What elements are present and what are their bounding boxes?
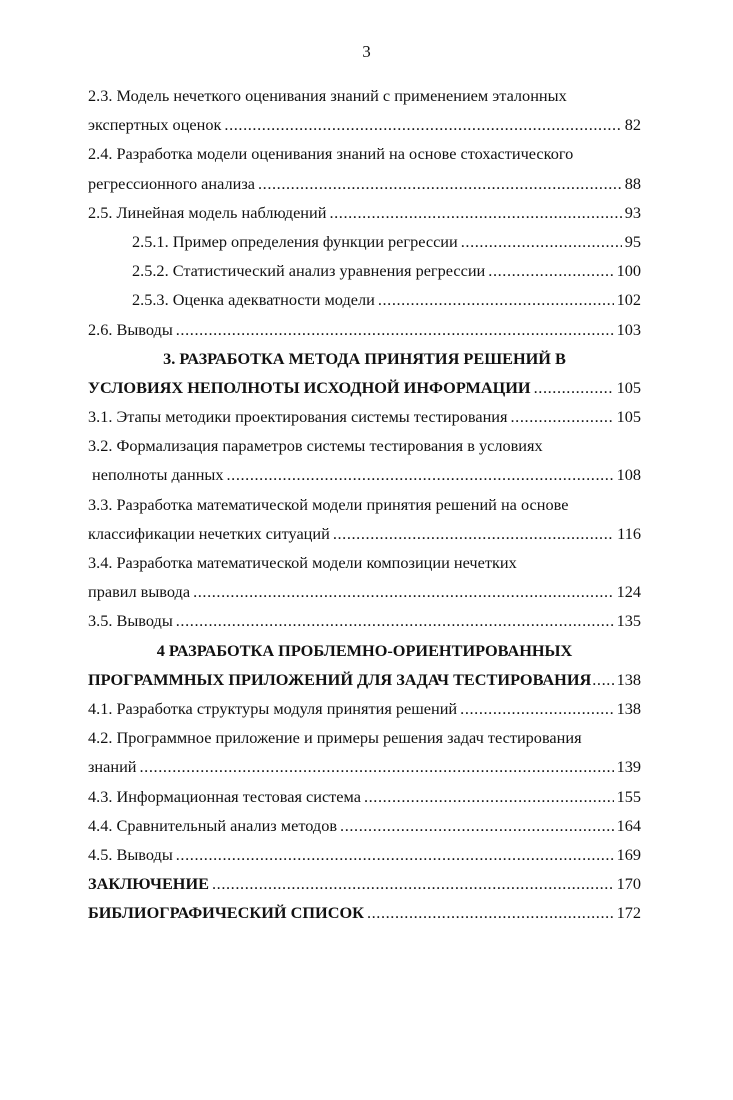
toc-chapter-title: УСЛОВИЯХ НЕПОЛНОТЫ ИСХОДНОЙ ИНФОРМАЦИИ bbox=[88, 377, 531, 397]
dot-leader bbox=[193, 577, 614, 606]
dot-leader bbox=[176, 840, 614, 869]
toc-entry-bibliography[interactable] bbox=[88, 898, 641, 927]
toc-entry-3-4-line1[interactable]: 3.4. Разработка математической модели композиции нечетких bbox=[88, 553, 517, 572]
toc-page-number: 100 bbox=[616, 261, 641, 281]
toc-entry-title: 4.5. Выводы bbox=[88, 844, 173, 864]
dot-leader bbox=[461, 227, 622, 256]
toc-entry-2-3-line1[interactable]: 2.3. Модель нечеткого оценивания знаний с применением эталонных bbox=[88, 86, 567, 105]
toc-entry-3-4[interactable] bbox=[88, 577, 641, 606]
toc-page-number: 102 bbox=[616, 290, 641, 310]
toc-page-number: 105 bbox=[616, 377, 641, 397]
toc-entry-conclusion[interactable] bbox=[88, 869, 641, 898]
toc-entry-2-5-1[interactable] bbox=[88, 227, 641, 256]
toc-page-number: 170 bbox=[616, 874, 641, 894]
toc-page-number: 88 bbox=[624, 173, 641, 193]
toc-entry-title: неполноты данных bbox=[92, 465, 224, 485]
dot-leader bbox=[176, 606, 614, 635]
dot-leader bbox=[460, 694, 613, 723]
dot-leader bbox=[378, 285, 614, 314]
toc-entry-2-4[interactable] bbox=[88, 169, 641, 198]
toc-entry-title: 2.5.2. Статистический анализ уравнения регрессии bbox=[132, 261, 486, 281]
toc-entry-title: 3.1. Этапы методики проектирования системы тестирования bbox=[88, 407, 508, 427]
toc-entry-2-5-3[interactable] bbox=[88, 285, 641, 314]
toc-page-number: 108 bbox=[616, 465, 641, 485]
toc-entry-title: 2.5.3. Оценка адекватности модели bbox=[132, 290, 375, 310]
dot-leader bbox=[592, 665, 615, 694]
toc-entry-title: регрессионного анализа bbox=[88, 173, 255, 193]
toc-entry-3-2[interactable] bbox=[88, 460, 641, 489]
toc-entry-3-2-line1[interactable]: 3.2. Формализация параметров системы тестирования в условиях bbox=[88, 436, 543, 456]
toc-entry-title: классификации нечетких ситуаций bbox=[88, 523, 330, 543]
dot-leader bbox=[367, 898, 614, 927]
toc-page-number: 139 bbox=[616, 757, 641, 777]
toc-page-number: 172 bbox=[616, 903, 641, 923]
toc-entry-4-3[interactable] bbox=[88, 782, 641, 811]
dot-leader bbox=[488, 256, 613, 285]
dot-leader bbox=[224, 110, 621, 139]
toc-entry-4-2-line1[interactable]: 4.2. Программное приложение и примеры решения задач тестирования bbox=[88, 728, 582, 748]
toc-entry-title: 2.6. Выводы bbox=[88, 319, 173, 339]
toc-entry-4-4[interactable] bbox=[88, 811, 641, 840]
toc-page-number: 105 bbox=[616, 407, 641, 427]
toc-entry-title: БИБЛИОГРАФИЧЕСКИЙ СПИСОК bbox=[88, 903, 364, 923]
dot-leader bbox=[333, 519, 614, 548]
toc-entry-2-5[interactable] bbox=[88, 198, 641, 227]
page-number: 3 bbox=[362, 42, 371, 61]
toc-entry-3-3-line1[interactable]: 3.3. Разработка математической модели принятия решений на основе bbox=[88, 494, 569, 514]
toc-entry-2-4-line1[interactable]: 2.4. Разработка модели оценивания знаний на основе стохастического bbox=[88, 144, 574, 164]
toc-page-number: 82 bbox=[624, 115, 641, 135]
toc-entry-2-6[interactable] bbox=[88, 315, 641, 344]
toc-entry-title: 4.4. Сравнительный анализ методов bbox=[88, 815, 338, 835]
toc-entry-title: экспертных оценок bbox=[88, 115, 222, 135]
toc-page-number: 124 bbox=[616, 582, 641, 602]
toc-entry-2-5-2[interactable] bbox=[88, 256, 641, 285]
toc-entry-title: 2.5.1. Пример определения функции регрессии bbox=[132, 231, 458, 251]
toc-page-number: 93 bbox=[624, 202, 641, 222]
toc-entry-4-1[interactable] bbox=[88, 694, 641, 723]
toc-entry-title: 2.5. Линейная модель наблюдений bbox=[88, 202, 327, 222]
dot-leader bbox=[364, 782, 614, 811]
dot-leader bbox=[511, 402, 614, 431]
dot-leader bbox=[212, 869, 614, 898]
table-of-contents bbox=[88, 81, 641, 927]
toc-page-number: 169 bbox=[616, 844, 641, 864]
toc-entry-title: правил вывода bbox=[88, 582, 191, 602]
toc-entry-3-5[interactable] bbox=[88, 606, 641, 635]
toc-entry-title: 3.5. Выводы bbox=[88, 611, 173, 631]
dot-leader bbox=[534, 373, 614, 402]
toc-page-number: 103 bbox=[616, 319, 641, 339]
toc-entry-4-2[interactable] bbox=[88, 752, 641, 781]
toc-page-number: 116 bbox=[617, 523, 641, 543]
toc-chapter-3[interactable] bbox=[88, 373, 641, 402]
toc-page-number: 164 bbox=[616, 815, 641, 835]
toc-page-number: 155 bbox=[616, 786, 641, 806]
toc-entry-title: 4.3. Информационная тестовая система bbox=[88, 786, 361, 806]
toc-page-number: 138 bbox=[616, 669, 641, 689]
toc-chapter-title: ПРОГРАММНЫХ ПРИЛОЖЕНИЙ ДЛЯ ЗАДАЧ ТЕСТИРОВАНИЯ bbox=[88, 669, 592, 689]
toc-page-number: 135 bbox=[616, 611, 641, 631]
toc-entry-3-1[interactable] bbox=[88, 402, 641, 431]
toc-chapter-4[interactable] bbox=[88, 665, 641, 694]
toc-chapter-4-line1[interactable]: 4 РАЗРАБОТКА ПРОБЛЕМНО-ОРИЕНТИРОВАННЫХ bbox=[156, 640, 573, 660]
toc-page-number: 138 bbox=[616, 698, 641, 718]
toc-entry-3-3[interactable] bbox=[88, 519, 641, 548]
dot-leader bbox=[340, 811, 614, 840]
toc-entry-2-3[interactable] bbox=[88, 110, 641, 139]
toc-entry-title: ЗАКЛЮЧЕНИЕ bbox=[88, 874, 209, 894]
dot-leader bbox=[258, 169, 622, 198]
dot-leader bbox=[329, 198, 621, 227]
dot-leader bbox=[140, 752, 614, 781]
toc-chapter-3-line1[interactable]: 3. РАЗРАБОТКА МЕТОДА ПРИНЯТИЯ РЕШЕНИЙ В bbox=[163, 348, 566, 368]
dot-leader bbox=[176, 315, 614, 344]
toc-entry-4-5[interactable] bbox=[88, 840, 641, 869]
toc-entry-title: 4.1. Разработка структуры модуля принятия решений bbox=[88, 698, 458, 718]
dot-leader bbox=[226, 460, 613, 489]
toc-page-number: 95 bbox=[624, 231, 641, 251]
toc-entry-title: знаний bbox=[88, 757, 137, 777]
